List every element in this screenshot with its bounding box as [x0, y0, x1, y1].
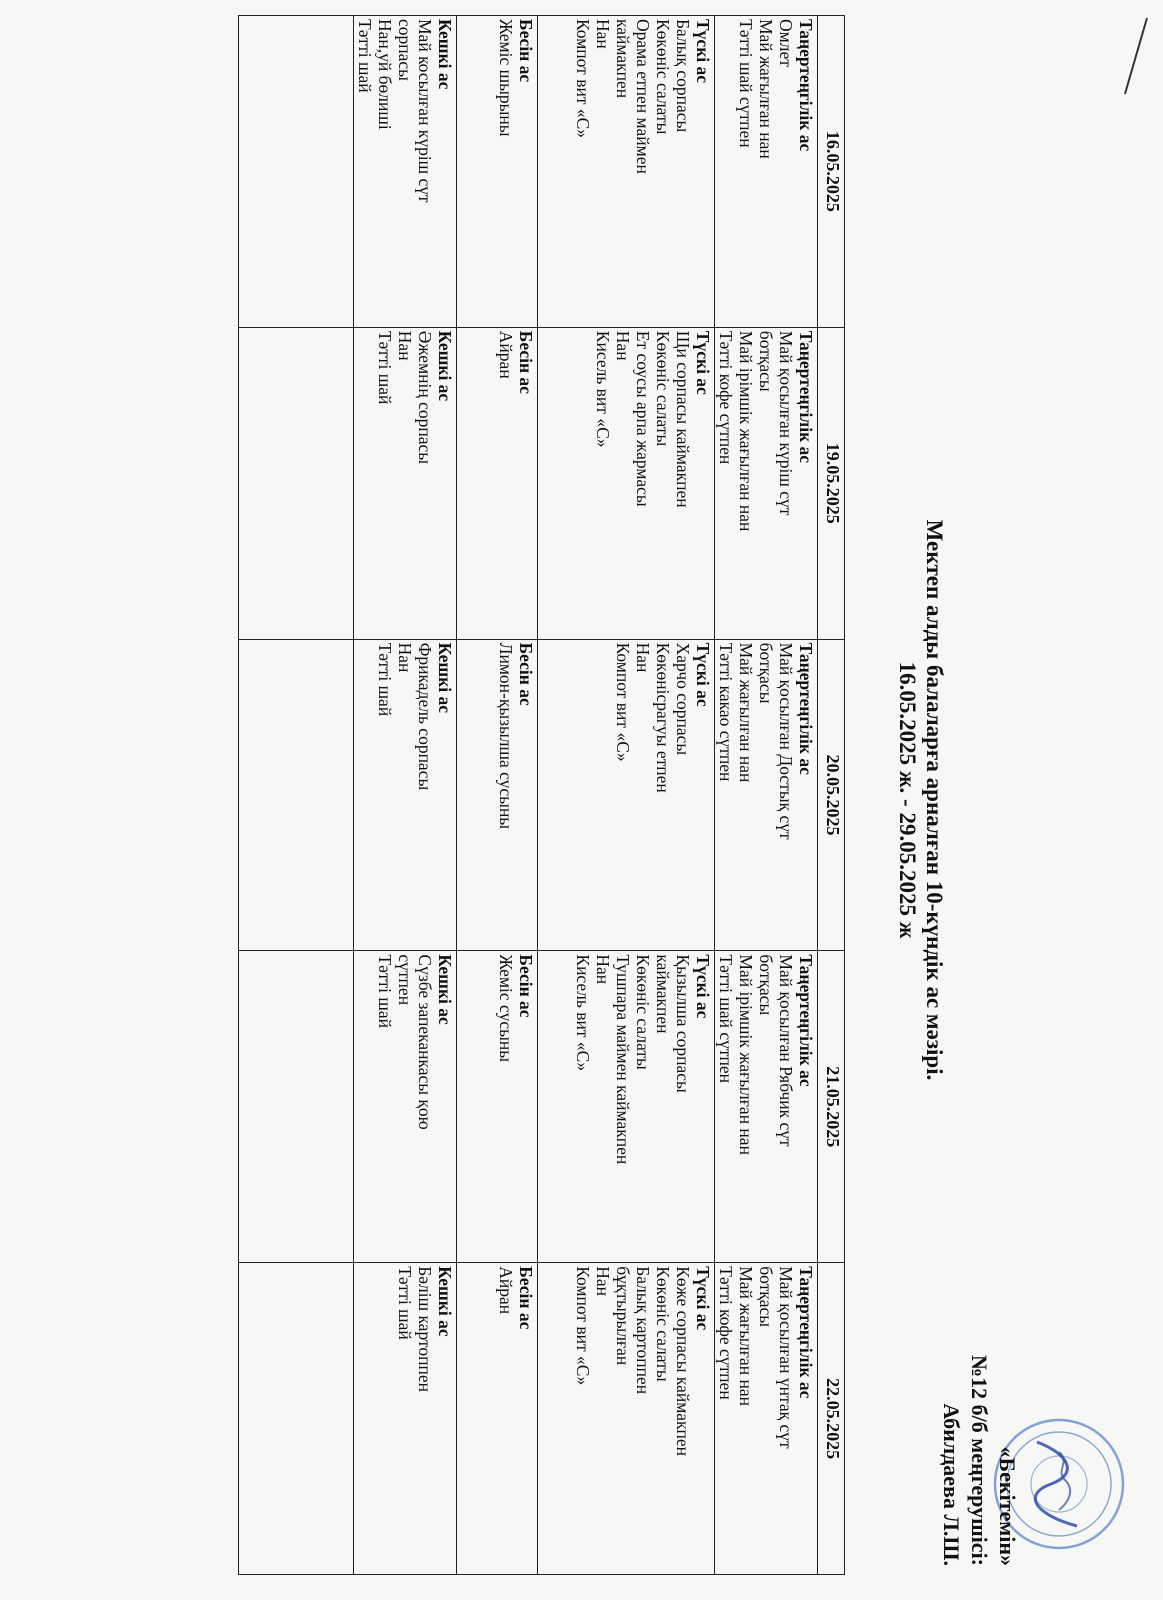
meal-cell	[715, 951, 818, 1263]
date-header: 21.05.2025	[818, 951, 845, 1263]
meal-cell	[354, 327, 457, 639]
meal-label: Таңертеңгілік ас	[796, 330, 816, 464]
dish-item: Тәтті шай	[355, 19, 375, 93]
meal-cell	[538, 327, 715, 639]
dish-item: Тәтті кофе сүтпен	[716, 330, 736, 465]
empty-cell	[239, 951, 354, 1263]
dish-item: Тушпара маймен каймакпен	[613, 954, 633, 1165]
meal-label: Бесін ас	[516, 19, 536, 83]
dish-item: Тәтті шай сүтпен	[716, 954, 736, 1084]
meal-label: Кешкі ас	[435, 19, 455, 90]
meal-cell	[457, 951, 538, 1263]
dish-item: Көже сорпасы каймакпен	[673, 1266, 693, 1457]
dish-item: ботқасы	[756, 954, 776, 1016]
document-title	[894, 0, 948, 1600]
meal-label: Түскі ас	[693, 954, 713, 1019]
dish-item: ботқасы	[756, 1266, 776, 1328]
approval-heading: «Бекітемін»	[995, 1446, 1020, 1566]
dish-item: Сүзбе запеканкасы қою	[415, 954, 435, 1130]
dish-item: Май жағылған нан	[736, 1266, 756, 1406]
dish-item: Орама етпен маймен	[633, 19, 653, 174]
dish-item: Тәтті шай	[375, 330, 395, 405]
dish-item: Көкөніс салаты	[653, 1266, 673, 1382]
dish-item: каймакпен	[613, 19, 633, 99]
meal-cell	[538, 639, 715, 951]
meal-cell	[538, 951, 715, 1263]
meal-label: Кешкі ас	[435, 954, 455, 1025]
meal-label: Бесін ас	[516, 642, 536, 706]
dish-item: Харчо сорпасы	[673, 642, 693, 756]
dish-item: Май ірімшік жағылған нан	[736, 330, 756, 532]
meal-cell	[457, 327, 538, 639]
meal-cell	[715, 327, 818, 639]
dish-item: Май жағылған нан	[756, 19, 776, 159]
dish-item: Тәтті шай сүтпен	[736, 19, 756, 148]
dish-item: каймакпен	[653, 954, 673, 1034]
empty-cell	[239, 327, 354, 639]
dish-item: Жеміс сусыны	[496, 954, 516, 1062]
meal-label: Кешкі ас	[435, 1266, 455, 1337]
meal-label: Таңертеңгілік ас	[796, 642, 816, 775]
date-header-row	[818, 16, 845, 1575]
dish-item: Кисель вит «С»	[593, 330, 613, 448]
dish-item: Май қосылған Достық сүт	[776, 642, 796, 840]
empty-cell	[239, 639, 354, 951]
dish-item: Айран	[496, 330, 516, 379]
dish-item: Жеміс шырыны	[496, 19, 516, 137]
dish-item: Май қосылған күріш сүт	[776, 330, 796, 516]
dish-item: сорпасы	[395, 19, 415, 81]
meal-cell	[457, 1263, 538, 1575]
dish-item: Тәтті шай	[395, 1266, 415, 1340]
meal-cell	[457, 639, 538, 951]
meal-cell	[354, 16, 457, 328]
dish-item: Май косылған күріш сүт	[415, 19, 435, 203]
dish-item: Тәтті шай	[375, 642, 395, 717]
dish-item: Тәтті шай	[375, 954, 395, 1028]
dish-item: Нан	[613, 330, 633, 361]
meal-label: Бесін ас	[516, 330, 536, 394]
meal-cell	[715, 16, 818, 328]
dish-item: Әжемнің сорпасы	[415, 330, 435, 465]
dish-item: Май қосылған Рябчик сүт	[776, 954, 796, 1147]
breakfast-row	[715, 16, 818, 1575]
lunch-row	[538, 16, 715, 1575]
pen-stroke-mark	[1095, 10, 1155, 100]
dish-item: Компот вит «С»	[613, 642, 633, 762]
meal-cell	[715, 639, 818, 951]
meal-label: Кешкі ас	[435, 642, 455, 713]
dish-item: Май ірімшік жағылған нан	[736, 954, 756, 1155]
meal-label: Түскі ас	[693, 642, 713, 707]
meal-cell	[538, 16, 715, 328]
dish-item: ботқасы	[756, 642, 776, 704]
dish-item: Фрикадель сорпасы	[415, 642, 435, 791]
meal-label: Бесін ас	[516, 1266, 536, 1330]
meal-label: Таңертеңгілік ас	[796, 19, 816, 152]
date-header: 19.05.2025	[818, 327, 845, 639]
dish-item: бұқтырылған	[613, 1266, 633, 1366]
dish-item: Кисель вит «С»	[573, 954, 593, 1072]
dish-item: Қызылша сорпасы	[673, 954, 693, 1093]
empty-cell	[239, 1263, 354, 1575]
dish-item: Компот вит «С»	[573, 1266, 593, 1386]
empty-row	[239, 16, 354, 1575]
dinner-row	[354, 16, 457, 1575]
dish-item: Нан	[395, 642, 415, 673]
dish-item: Бәліш картоппен	[415, 1266, 435, 1393]
menu-table	[238, 15, 845, 1575]
meal-label: Таңертеңгілік ас	[796, 1266, 816, 1399]
meal-cell	[538, 1263, 715, 1575]
dish-item: ботқасы	[756, 330, 776, 392]
approval-position: №12 б/б меңгерушісі:	[967, 1355, 992, 1566]
dish-item: Балық картоппен	[633, 1266, 653, 1395]
dish-item: Щи сорпасы каймакпен	[673, 330, 693, 508]
dish-item: Нан	[593, 1266, 613, 1296]
meal-cell	[354, 639, 457, 951]
meal-cell	[715, 1263, 818, 1575]
title-period: 16.05.2025 ж. - 29.05.2025 ж	[895, 661, 920, 939]
date-header: 22.05.2025	[818, 1263, 845, 1575]
date-header: 16.05.2025	[818, 16, 845, 328]
meal-label: Түскі ас	[693, 330, 713, 395]
meal-label: Түскі ас	[693, 19, 713, 84]
dish-item: Ет соусы арпа жармасы	[633, 330, 653, 507]
dish-item: Нан	[633, 642, 653, 673]
dish-item: Тәтті какао сүтпен	[716, 642, 736, 782]
dish-item: Нан	[593, 954, 613, 985]
dish-item: Омлет	[776, 19, 796, 67]
dish-item: Көкөніс салаты	[653, 330, 673, 447]
dish-item: сүтпен	[395, 954, 415, 1006]
dish-item: Май жағылған нан	[736, 642, 756, 783]
dish-item: Көкөніс салаты	[653, 19, 673, 135]
dish-item: Нан,уй бөлиші	[375, 19, 395, 130]
meal-label: Кешкі ас	[435, 330, 455, 402]
dish-item: Көкөніс салаты	[633, 954, 653, 1070]
approval-block	[937, 1355, 1021, 1566]
meal-cell	[457, 16, 538, 328]
dish-item: Май қосылған үнтақ сүт	[776, 1266, 796, 1449]
snack-row	[457, 16, 538, 1575]
empty-cell	[239, 16, 354, 328]
meal-cell	[354, 951, 457, 1263]
meal-cell	[354, 1263, 457, 1575]
dish-item: Тәтті кофе сүтпен	[716, 1266, 736, 1400]
approval-name: Абилдаева Л.Ш.	[939, 1403, 964, 1566]
date-header: 20.05.2025	[818, 639, 845, 951]
dish-item: Лимон-қызылша сусыны	[496, 642, 516, 830]
meal-label: Таңертеңгілік ас	[796, 954, 816, 1087]
meal-label: Бесін ас	[516, 954, 536, 1018]
title-main: Мектеп алды балаларға арналған 10-күндік ас мәзірі.	[922, 519, 947, 1081]
dish-item: Балық сорпасы	[673, 19, 693, 133]
meal-label: Түскі ас	[693, 1266, 713, 1331]
dish-item: Нан	[395, 330, 415, 361]
dish-item: Нан	[593, 19, 613, 49]
dish-item: Айран	[496, 1266, 516, 1315]
dish-item: Компот вит «С»	[573, 19, 593, 139]
dish-item: Көкөнісрагуы етпен	[653, 642, 673, 793]
